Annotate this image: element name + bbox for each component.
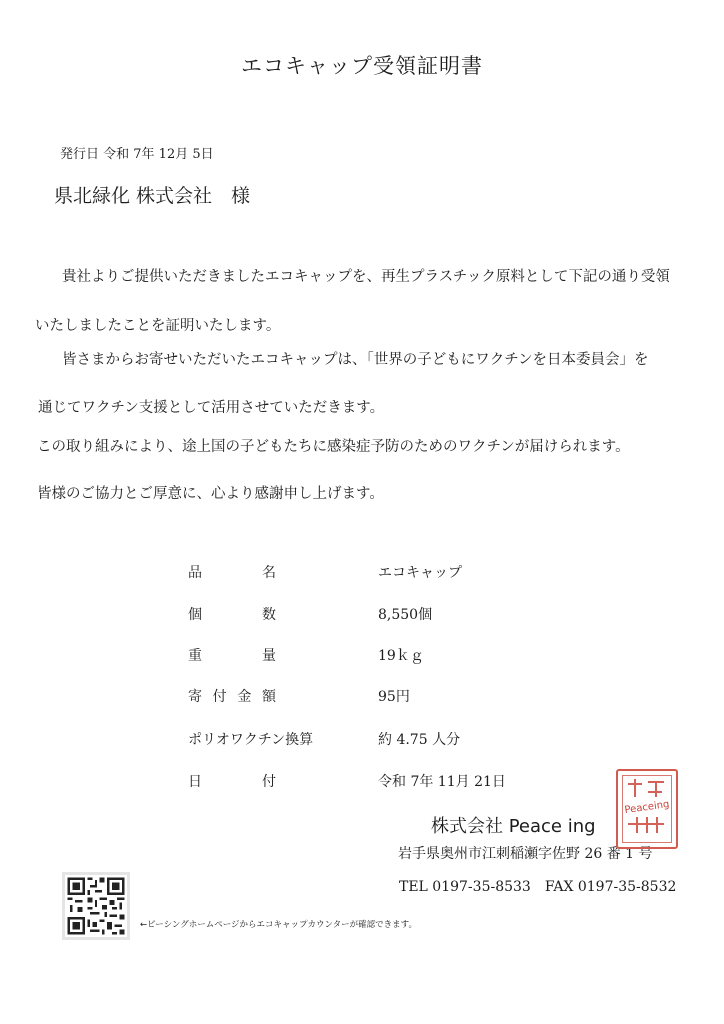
detail-row-quantity <box>188 604 548 628</box>
detail-label: 日 付 <box>188 774 276 790</box>
detail-label: ポリオワクチン換算 <box>188 732 314 748</box>
detail-value: 約 4.75 人分 <box>378 732 461 748</box>
seal-text: Peaceing <box>623 798 671 817</box>
body-paragraph: 通じてワクチン支援として活用させていただきます。 <box>38 400 385 416</box>
detail-value: 令和 7年 11月 21日 <box>378 774 506 790</box>
qr-note: ←ピーシングホームページからエコキャップカウンターが確認できます。 <box>140 920 417 930</box>
detail-value: エコキャップ <box>378 565 462 581</box>
detail-label: 重 量 <box>188 648 276 664</box>
company-seal-stamp <box>616 769 678 849</box>
issuer-address: 岩手県奥州市江刺稲瀬字佐野 26 番 1 号 <box>398 846 653 862</box>
detail-label: 個 数 <box>188 607 276 623</box>
issuer-contact: TEL 0197-35-8533 FAX 0197-35-8532 <box>399 879 677 895</box>
detail-row-weight <box>188 645 548 669</box>
detail-label: 品 名 <box>188 565 276 581</box>
body-paragraph: 皆様のご協力とご厚意に、心より感謝申し上げます。 <box>37 486 384 502</box>
detail-row-date <box>188 771 548 795</box>
qr-code-icon[interactable] <box>62 872 130 940</box>
issue-date: 発行日 令和 7年 12月 5日 <box>60 147 214 162</box>
detail-row-donation <box>188 686 548 710</box>
detail-label: 寄 付 金 額 <box>188 689 276 705</box>
issuer-company: 株式会社 Peace ing <box>431 816 596 837</box>
recipient-name: 県北緑化 株式会社 様 <box>54 185 251 207</box>
detail-row-item-name <box>188 562 548 586</box>
detail-value: 19ｋｇ <box>378 648 424 664</box>
detail-value: 95円 <box>378 689 410 705</box>
body-paragraph: 皆さまからお寄せいただいたエコキャップは、「世界の子どもにワクチンを日本委員会」を <box>62 352 649 368</box>
body-paragraph: いたしましたことを証明いたします。 <box>35 318 281 334</box>
body-paragraph: 貴社よりご提供いただきましたエコキャップを、再生プラスチック原料として下記の通り受領 <box>62 269 670 285</box>
detail-value: 8,550個 <box>378 607 433 623</box>
detail-row-vaccine <box>188 729 548 753</box>
body-paragraph: この取り組みにより、途上国の子どもたちに感染症予防のためのワクチンが届けられます。 <box>37 439 630 455</box>
document-title: エコキャップ受領証明書 <box>241 54 483 78</box>
